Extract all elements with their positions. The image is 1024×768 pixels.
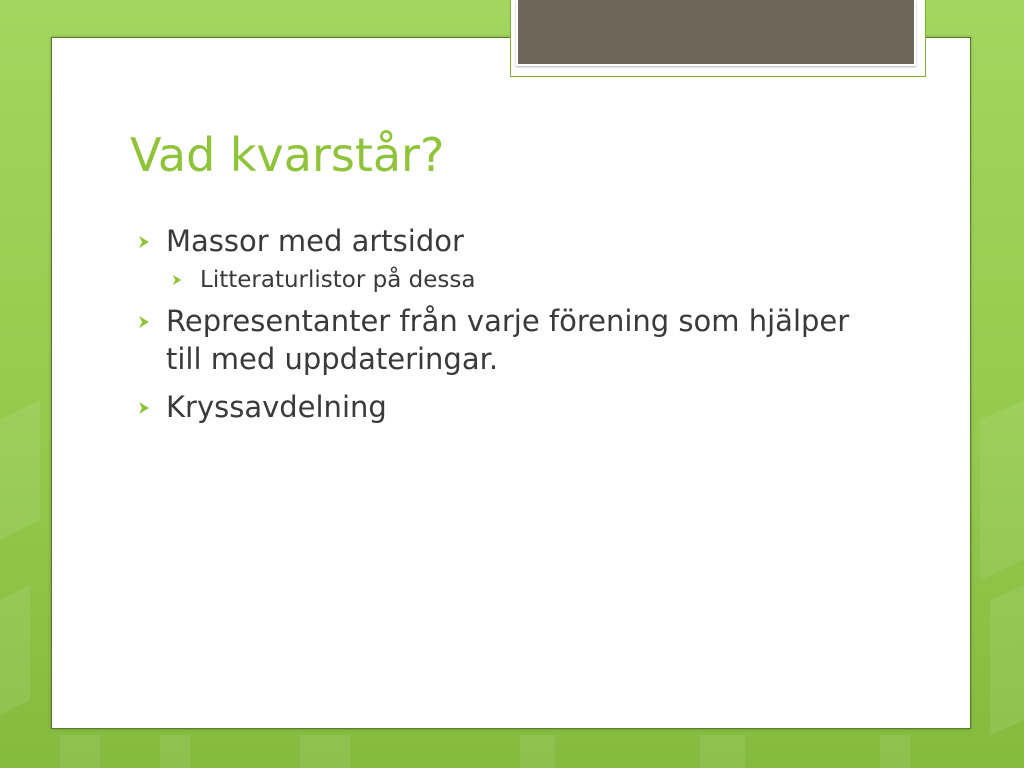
chevron-right-icon xyxy=(136,400,152,416)
bullet-list xyxy=(130,222,850,436)
slide-title: Vad kvarstår? xyxy=(130,128,445,182)
bullet-text: Litteraturlistor på dessa xyxy=(200,267,476,293)
bullet-text: Massor med artsidor xyxy=(166,224,464,258)
bullet-item xyxy=(130,222,850,260)
chevron-right-icon xyxy=(170,273,184,287)
decorative-tab xyxy=(516,0,916,66)
bullet-item xyxy=(130,302,850,378)
sub-bullet-item xyxy=(130,264,850,296)
bullet-text: Representanter från varje förening som hjälper till med uppdateringar. xyxy=(166,304,850,376)
bullet-item xyxy=(130,388,850,426)
chevron-right-icon xyxy=(136,234,152,250)
bullet-text: Kryssavdelning xyxy=(166,390,387,424)
chevron-right-icon xyxy=(136,314,152,330)
